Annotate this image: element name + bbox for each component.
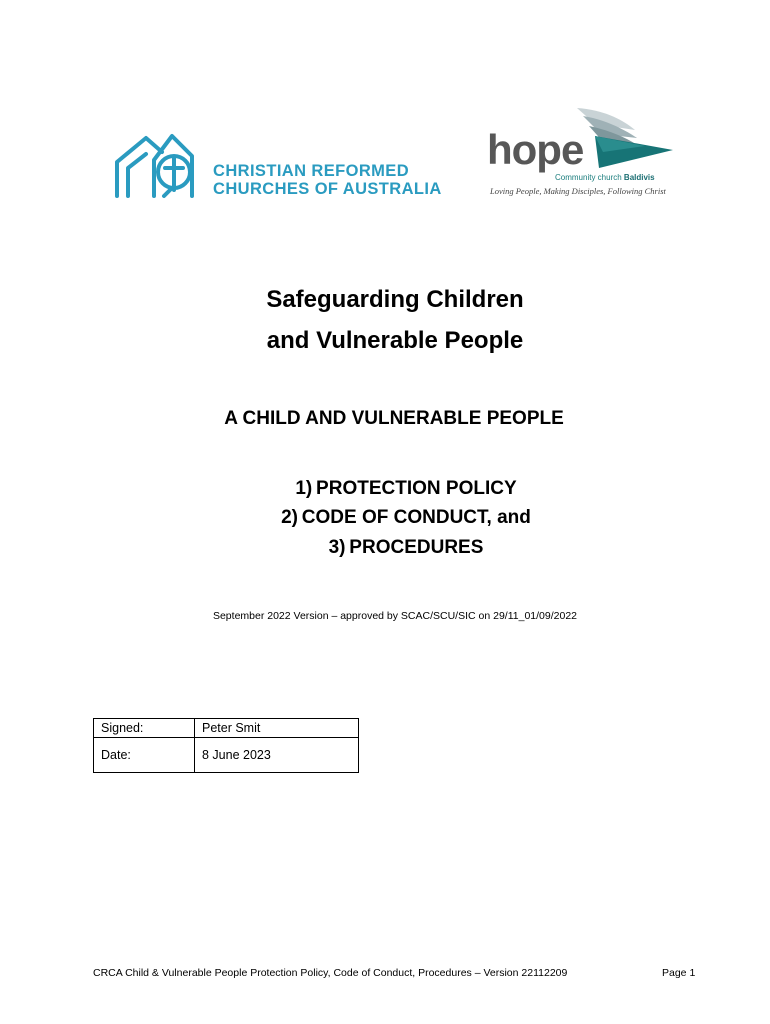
date-value: 8 June 2023 (195, 738, 359, 773)
signature-table (93, 718, 359, 773)
version-note: September 2022 Version – approved by SCAC/SCU/SIC on 29/11_01/09/2022 (212, 610, 578, 622)
hope-wordmark: hope (487, 126, 584, 173)
sail-icon (575, 106, 675, 168)
list-item-code-of-conduct: 2) CODE OF CONDUCT, and (281, 507, 531, 528)
crca-logo (114, 132, 454, 202)
crca-line-2: CHURCHES OF AUSTRALIA (213, 180, 442, 198)
crca-line-1: CHRISTIAN REFORMED (213, 162, 410, 180)
table-row (94, 719, 359, 738)
document-title-line-1: Safeguarding Children (266, 286, 524, 313)
page-number: Page 1 (662, 967, 696, 979)
list-item-procedures: 3) PROCEDURES (328, 537, 484, 558)
hope-logo (485, 106, 675, 198)
date-label: Date: (94, 738, 195, 773)
table-row (94, 738, 359, 773)
crca-wordmark (213, 162, 442, 198)
signed-label: Signed: (94, 719, 195, 738)
footer-text: CRCA Child & Vulnerable People Protection Policy, Code of Conduct, Procedures – Version 22112209 (93, 967, 568, 979)
document-title-line-2: and Vulnerable People (266, 327, 524, 354)
hope-tagline: Loving People, Making Disciples, Following Christ (490, 186, 666, 196)
document-subtitle: A CHILD AND VULNERABLE PEOPLE (224, 408, 564, 429)
church-cross-icon (114, 132, 204, 200)
hope-subtitle: Community church Baldivis (555, 173, 655, 182)
list-item-protection-policy: 1) PROTECTION POLICY (295, 478, 517, 499)
signed-value: Peter Smit (195, 719, 359, 738)
